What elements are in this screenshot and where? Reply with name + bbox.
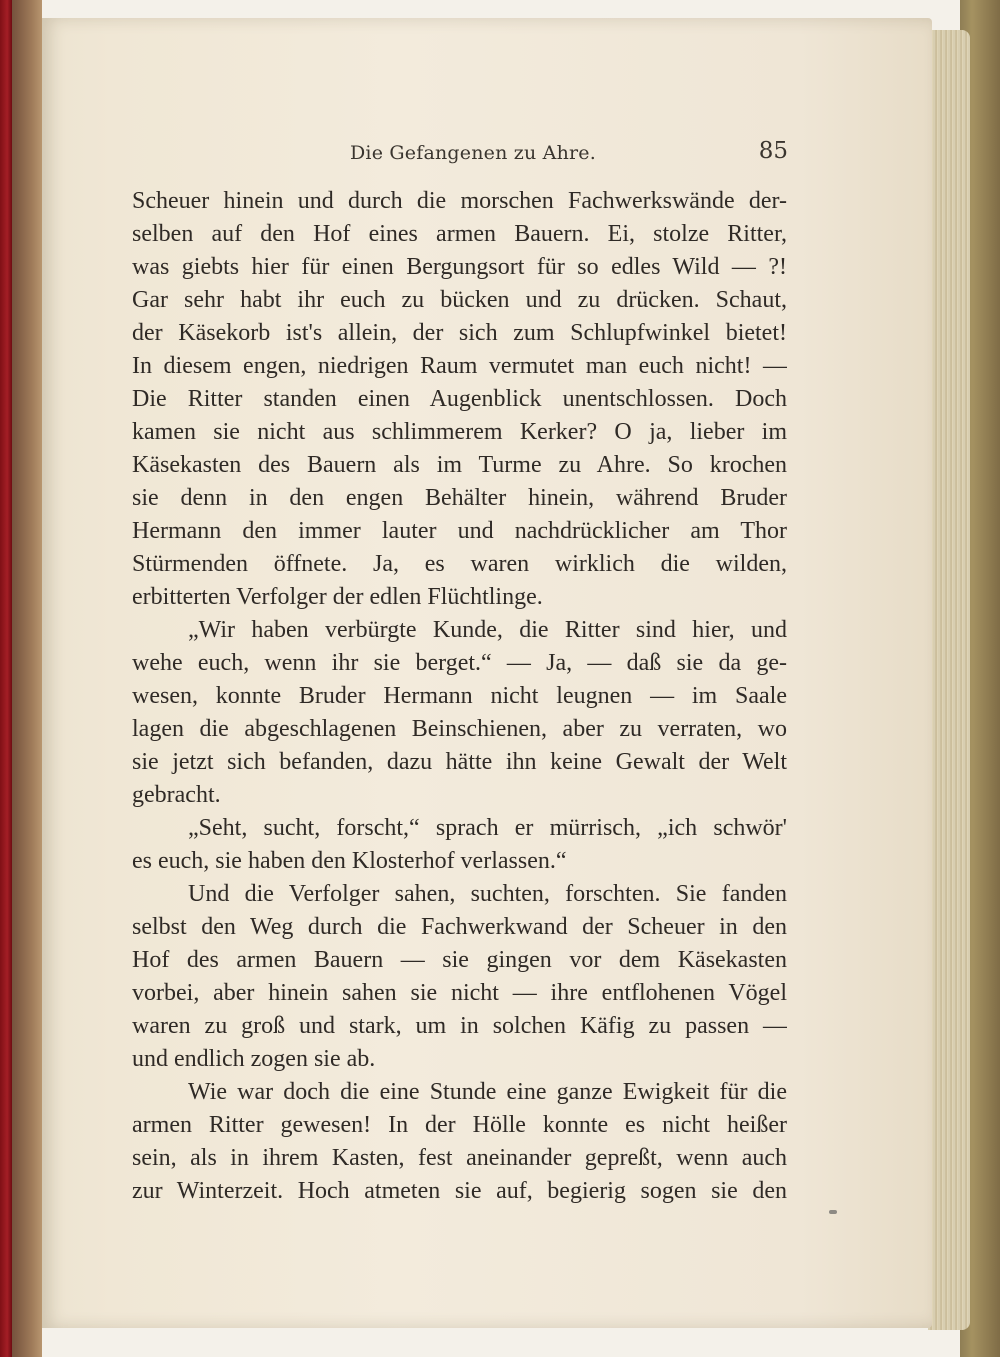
text-line: Gar sehr habt ihr euch zu bücken und zu drücken. Schaut, bbox=[132, 287, 787, 313]
text-line: lagen die abgeschlagenen Beinschienen, aber zu verraten, wo bbox=[132, 716, 787, 742]
text-line: wehe euch, wenn ihr sie berget.“ — Ja, — daß sie da ge- bbox=[132, 650, 787, 676]
text-line: Und die Verfolger sahen, suchten, forschten. Sie fanden bbox=[188, 881, 787, 907]
text-line: sie jetzt sich befanden, dazu hätte ihn keine Gewalt der Welt bbox=[132, 749, 787, 775]
text-line: was giebts hier für einen Bergungsort für so edles Wild — ?! bbox=[132, 254, 787, 280]
text-line: Stürmenden öffnete. Ja, es waren wirklich die wilden, bbox=[132, 551, 787, 577]
text-line: In diesem engen, niedrigen Raum vermutet man euch nicht! — bbox=[132, 353, 787, 379]
text-line: erbitterten Verfolger der edlen Flüchtlinge. bbox=[132, 584, 543, 610]
text-line: Hermann den immer lauter und nachdrücklicher am Thor bbox=[132, 518, 787, 544]
text-line: Wie war doch die eine Stunde eine ganze Ewigkeit für die bbox=[188, 1079, 787, 1105]
page-header bbox=[90, 138, 790, 170]
text-line: „Wir haben verbürgte Kunde, die Ritter sind hier, und bbox=[188, 617, 787, 643]
red-spine bbox=[0, 0, 12, 1357]
text-line: kamen sie nicht aus schlimmerem Kerker? O ja, lieber im bbox=[132, 419, 787, 445]
page-number: 85 bbox=[758, 138, 788, 164]
text-line: Die Ritter standen einen Augenblick unentschlossen. Doch bbox=[132, 386, 787, 412]
text-line: sie denn in den engen Behälter hinein, während Bruder bbox=[132, 485, 787, 511]
scan-speck bbox=[829, 1210, 837, 1214]
text-line: und endlich zogen sie ab. bbox=[132, 1046, 376, 1072]
text-line: der Käsekorb ist's allein, der sich zum Schlupfwinkel bietet! bbox=[132, 320, 787, 346]
text-line: vorbei, aber hinein sahen sie nicht — ihre entflohenen Vögel bbox=[132, 980, 787, 1006]
text-line: armen Ritter gewesen! In der Hölle konnte es nicht heißer bbox=[132, 1112, 787, 1138]
text-line: Käsekasten des Bauern als im Turme zu Ahre. So krochen bbox=[132, 452, 787, 478]
text-line: gebracht. bbox=[132, 782, 221, 808]
text-line: Hof des armen Bauern — sie gingen vor dem Käsekasten bbox=[132, 947, 787, 973]
body-text bbox=[132, 185, 787, 1215]
text-line: „Seht, sucht, forscht,“ sprach er mürrisch, „ich schwör' bbox=[188, 815, 787, 841]
text-line: Scheuer hinein und durch die morschen Fachwerkswände der- bbox=[132, 188, 787, 214]
text-line: selben auf den Hof eines armen Bauern. Ei, stolze Ritter, bbox=[132, 221, 787, 247]
text-line: wesen, konnte Bruder Hermann nicht leugnen — im Saale bbox=[132, 683, 787, 709]
text-line: sein, als in ihrem Kasten, fest aneinander gepreßt, wenn auch bbox=[132, 1145, 787, 1171]
text-line: zur Winterzeit. Hoch atmeten sie auf, begierig sogen sie den bbox=[132, 1178, 787, 1204]
text-line: es euch, sie haben den Klosterhof verlassen.“ bbox=[132, 848, 567, 874]
running-head: Die Gefangenen zu Ahre. bbox=[350, 142, 596, 164]
page-stack bbox=[928, 30, 970, 1330]
text-line: selbst den Weg durch die Fachwerkwand der Scheuer in den bbox=[132, 914, 787, 940]
text-line: waren zu groß und stark, um in solchen Käfig zu passen — bbox=[132, 1013, 787, 1039]
